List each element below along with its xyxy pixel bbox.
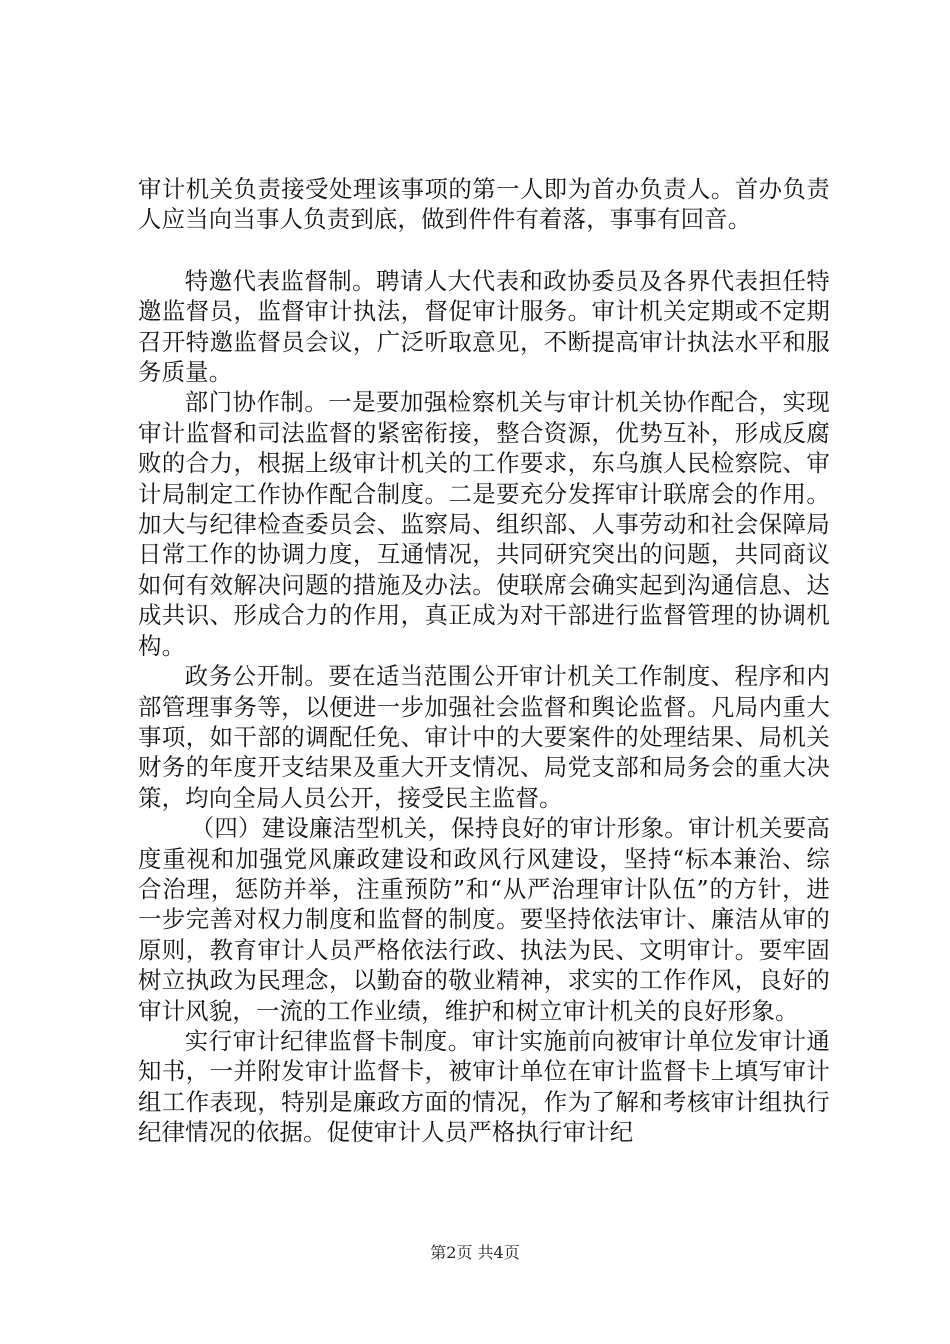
document-body — [138, 174, 830, 1148]
paragraph-clean-government-agency: （四）建设廉洁型机关，保持良好的审计形象。审计机关要高度重视和加强党风廉政建设和政风行风建设，坚持“标本兼治、综合治理，惩防并举，注重预防”和“从严治理审计队伍”的方针，进一步完善对权力制度和监督的制度。要坚持依法审计、廉洁从审的原则，教育审计人员严格依法行政、执法为民、文明审计。要牢固树立执政为民理念，以勤奋的敬业精神，求实的工作作风，良好的审计风貌，一流的工作业绩，维护和树立审计机关的良好形象。 — [138, 814, 830, 1025]
paragraph-discipline-supervision-card: 实行审计纪律监督卡制度。审计实施前向被审计单位发审计通知书，一并附发审计监督卡，被审计单位在审计监督卡上填写审计组工作表现，特别是廉政方面的情况，作为了解和考核审计组执行纪律情况的依据。促使审计人员严格执行审计纪 — [138, 1026, 830, 1147]
page-number-footer: 第2页 共4页 — [430, 1243, 520, 1262]
paragraph-government-affairs-openness: 政务公开制。要在适当范围公开审计机关工作制度、程序和内部管理事务等，以便进一步加强社会监督和舆论监督。凡局内重大事项，如干部的调配任免、审计中的大要案件的处理结果、局机关财务的年度开支结果及重大开支情况、局党支部和局务会的重大决策，均向全局人员公开，接受民主监督。 — [138, 662, 830, 812]
paragraph-department-cooperation: 部门协作制。一是要加强检察机关与审计机关协作配合，实现审计监督和司法监督的紧密衔接，整合资源，优势互补，形成反腐败的合力，根据上级审计机关的工作要求，东乌旗人民检察院、审计局制定工作协作配合制度。二是要充分发挥审计联席会的作用。加大与纪律检查委员会、监察局、组织部、人事劳动和社会保障局日常工作的协调力度，互通情况，共同研究突出的问题，共同商议如何有效解决问题的措施及办法。使联席会确实起到沟通信息、达成共识、形成合力的作用，真正成为对干部进行监督管理的协调机构。 — [138, 388, 830, 660]
paragraph-special-supervisors: 特邀代表监督制。聘请人大代表和政协委员及各界代表担任特邀监督员，监督审计执法，督促审计服务。审计机关定期或不定期召开特邀监督员会议，广泛听取意见，不断提高审计执法水平和服务质量。 — [138, 266, 830, 387]
paragraph-first-responsible-person: 审计机关负责接受处理该事项的第一人即为首办负责人。首办负责人应当向当事人负责到底，做到件件有着落，事事有回音。 — [138, 175, 830, 234]
